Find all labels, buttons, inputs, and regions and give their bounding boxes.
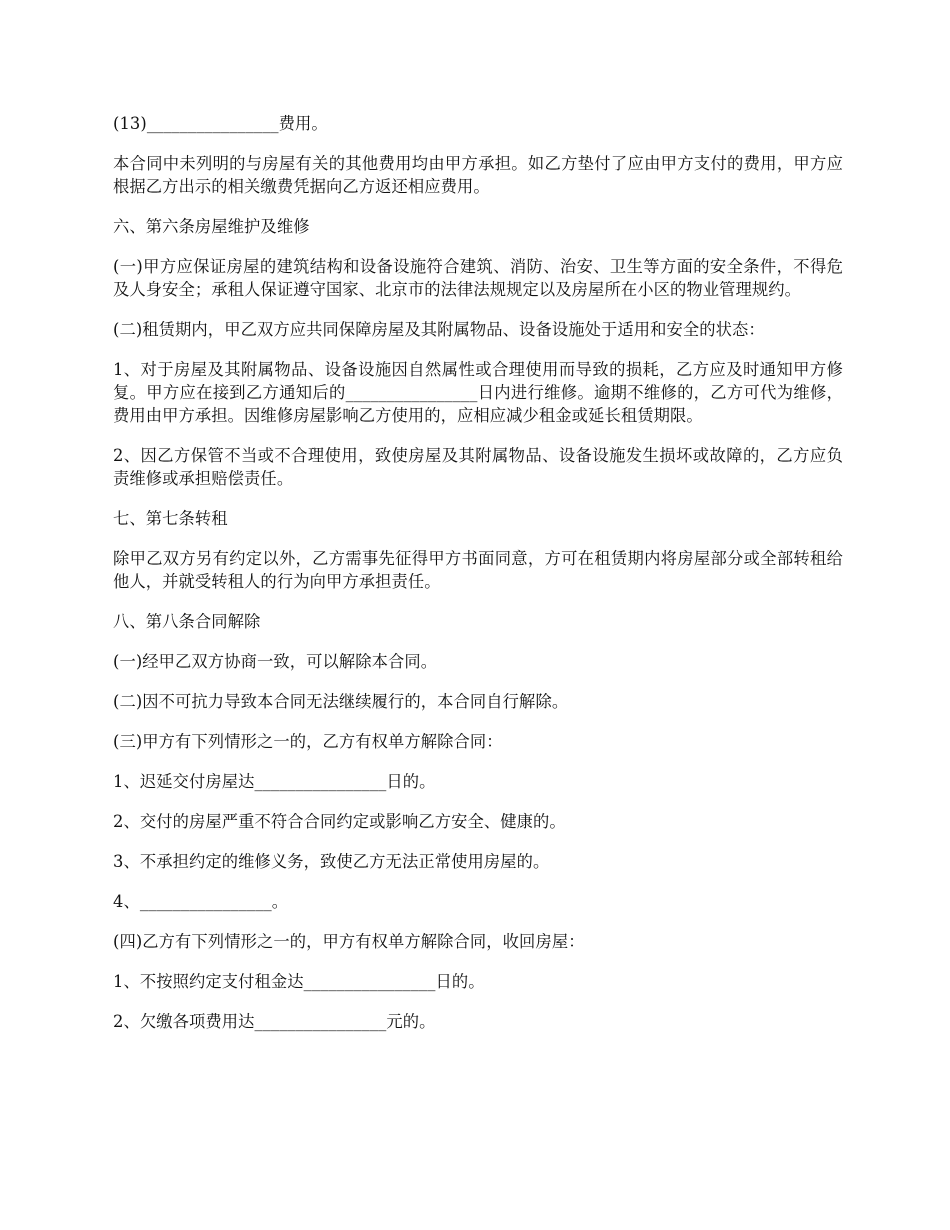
section-8-item-4-sub-1: 1、不按照约定支付租金达________________日的。 [113, 972, 485, 991]
section-8-item-4-sub-2: 2、欠缴各项费用达________________元的。 [113, 1012, 436, 1031]
clause-13-fee: (13)________________费用。 [113, 114, 328, 133]
section-7-body: 除甲乙双方另有约定以外，乙方需事先征得甲方书面同意，方可在租赁期内将房屋部分或全部转租给他人，并就受转租人的行为向甲方承担责任。 [113, 549, 843, 591]
section-8-item-3-sub-3: 3、不承担约定的维修义务，致使乙方无法正常使用房屋的。 [113, 852, 550, 871]
section-8-item-1: (一)经甲乙双方协商一致，可以解除本合同。 [113, 652, 438, 671]
section-8-item-3-sub-4: 4、________________。 [113, 892, 289, 911]
section-6-item-2-sub-2: 2、因乙方保管不当或不合理使用，致使房屋及其附属物品、设备设施发生损坏或故障的，乙方应负责维修或承担赔偿责任。 [113, 446, 843, 488]
section-8-item-2: (二)因不可抗力导致本合同无法继续履行的，本合同自行解除。 [113, 692, 569, 711]
section-7-heading: 七、第七条转租 [113, 509, 228, 528]
section-8-item-3: (三)甲方有下列情形之一的，乙方有权单方解除合同： [113, 732, 503, 751]
other-fees-paragraph: 本合同中未列明的与房屋有关的其他费用均由甲方承担。如乙方垫付了应由甲方支付的费用，甲方应根据乙方出示的相关缴费凭据向乙方返还相应费用。 [113, 154, 843, 196]
section-8-item-4: (四)乙方有下列情形之一的，甲方有权单方解除合同，收回房屋： [113, 932, 585, 951]
section-8-heading: 八、第八条合同解除 [113, 612, 261, 631]
section-6-item-2-sub-1: 1、对于房屋及其附属物品、设备设施因自然属性或合理使用而导致的损耗，乙方应及时通知甲方修复。甲方应在接到乙方通知后的________________日内进行维修。逾期不维修的，乙方可代为维修，费用由甲方承担。因维修房屋影响乙方使用的，应相应减少租金或延长租赁期限。 [113, 360, 843, 425]
section-6-item-2: (二)租赁期内，甲乙双方应共同保障房屋及其附属物品、设备设施处于适用和安全的状态： [113, 320, 765, 339]
section-8-item-3-sub-2: 2、交付的房屋严重不符合合同约定或影响乙方安全、健康的。 [113, 812, 566, 831]
section-6-heading: 六、第六条房屋维护及维修 [113, 217, 310, 236]
section-6-item-1: (一)甲方应保证房屋的建筑结构和设备设施符合建筑、消防、治安、卫生等方面的安全条件，不得危及人身安全；承租人保证遵守国家、北京市的法律法规规定以及房屋所在小区的物业管理规约。 [113, 257, 843, 299]
document-page [113, 112, 843, 1050]
section-8-item-3-sub-1: 1、迟延交付房屋达________________日的。 [113, 772, 436, 791]
